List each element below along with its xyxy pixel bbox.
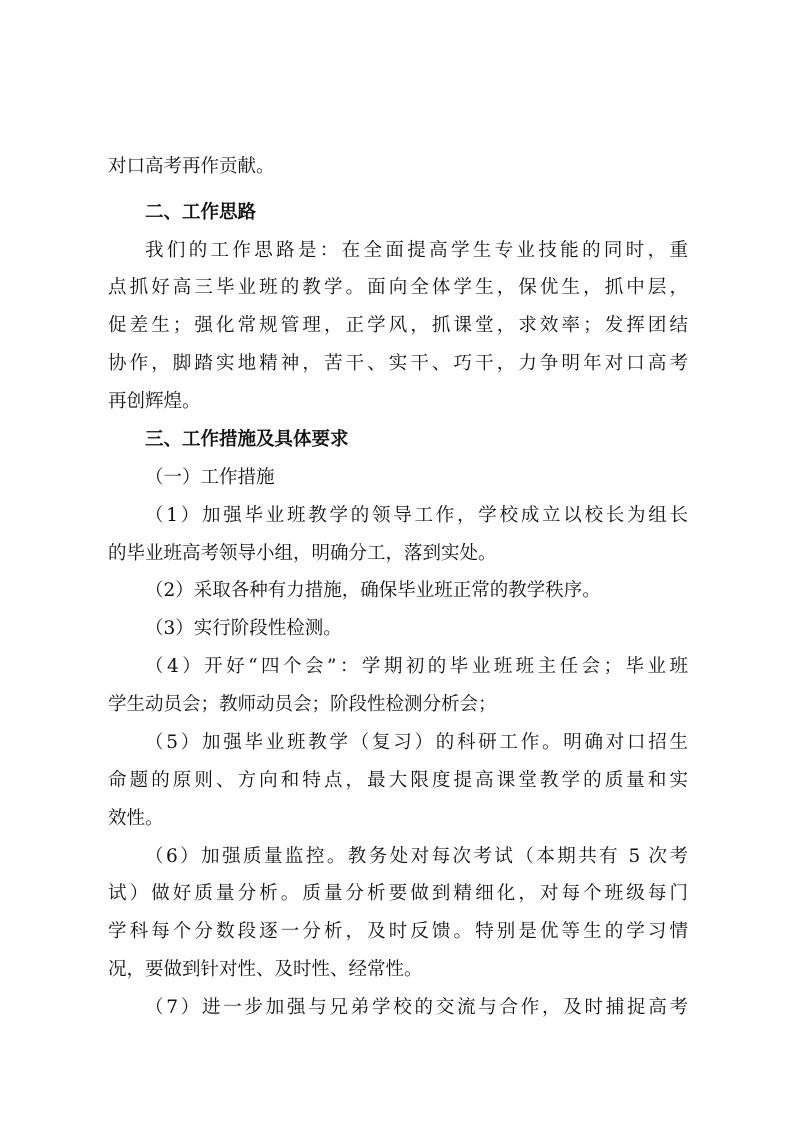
paragraph-line: 学生动员会；教师动员会；阶段性检测分析会；	[108, 694, 497, 715]
paragraph-line: （6）加强质量监控。教务处对每次考试（本期共有 5 次考	[145, 846, 688, 867]
paragraph-line: 试）做好质量分析。质量分析要做到精细化，对每个班级每门	[108, 883, 688, 904]
paragraph-line: 效性。	[108, 808, 164, 829]
subsection-heading: （一）工作措施	[145, 467, 275, 488]
paragraph-line: （7）进一步加强与兄弟学校的交流与合作，及时捕捉高考	[145, 997, 688, 1018]
paragraph-line: （5）加强毕业班教学（复习）的科研工作。明确对口招生	[145, 732, 688, 753]
paragraph-line: 命题的原则、方向和特点，最大限度提高课堂教学的质量和实	[108, 770, 688, 791]
paragraph-line: （3）实行阶段性检测。	[145, 618, 342, 639]
paragraph-line: 对口高考再作贡献。	[108, 156, 275, 177]
paragraph-line: 促差生；强化常规管理，正学风，抓课堂，求效率；发挥团结	[108, 315, 688, 336]
section-heading-measures: 三、工作措施及具体要求	[145, 429, 349, 450]
paragraph-line: 再创辉煌。	[108, 391, 201, 412]
paragraph-line: （2）采取各种有力措施，确保毕业班正常的教学秩序。	[145, 580, 601, 601]
paragraph-line: （4）开好“四个会”：学期初的毕业班班主任会；毕业班	[145, 656, 688, 677]
paragraph-line: 点抓好高三毕业班的教学。面向全体学生，保优生，抓中层，	[108, 277, 688, 298]
paragraph-line: 况，要做到针对性、及时性、经常性。	[108, 959, 423, 980]
paragraph-line: 协作，脚踏实地精神，苦干、实干、巧干，力争明年对口高考	[108, 353, 688, 374]
paragraph-line: （1）加强毕业班教学的领导工作，学校成立以校长为组长	[145, 505, 688, 526]
paragraph-line: 我们的工作思路是：在全面提高学生专业技能的同时，重	[145, 240, 688, 261]
paragraph-line: 学科每个分数段逐一分析，及时反馈。特别是优等生的学习情	[108, 921, 688, 942]
paragraph-line: 的毕业班高考领导小组，明确分工，落到实处。	[108, 543, 497, 564]
section-heading-work-ideas: 二、工作思路	[145, 202, 257, 223]
